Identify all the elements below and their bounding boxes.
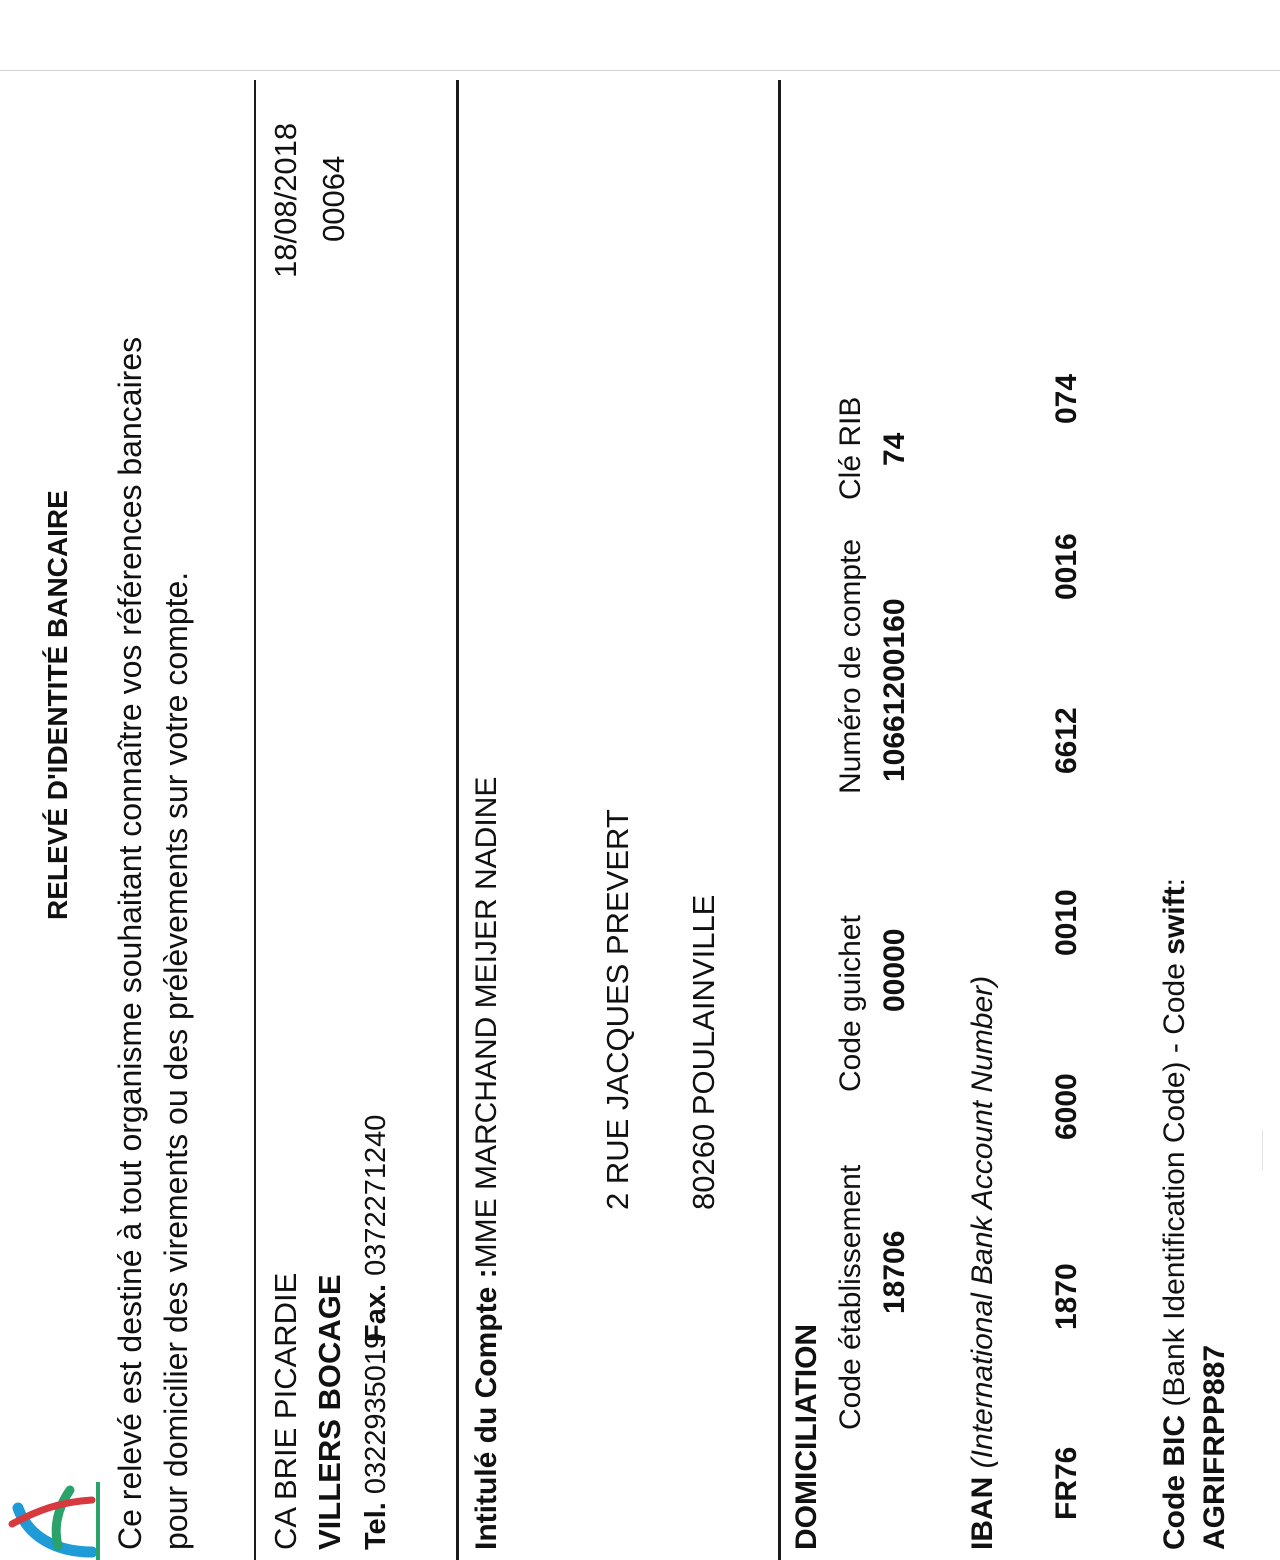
iban-group-2: 1870 xyxy=(1050,1263,1083,1330)
bic-label: BIC xyxy=(1158,1414,1191,1467)
bank-name: CA BRIE PICARDIE xyxy=(268,1272,303,1550)
divider-3 xyxy=(778,80,781,1560)
bic-code-word: Code xyxy=(1158,1475,1191,1550)
document-title: RELEVÉ D'IDENTITÉ BANCAIRE xyxy=(42,490,73,920)
iban-group-7: 074 xyxy=(1050,373,1083,424)
address-line-2: 80260 POULAINVILLE xyxy=(686,894,721,1210)
account-holder-name: MME MARCHAND MEIJER NADINE xyxy=(470,776,503,1269)
bank-agency: VILLERS BOCAGE xyxy=(312,1274,347,1550)
statement-date: 18/08/2018 xyxy=(268,122,303,278)
col-value-compte: 10661200160 xyxy=(878,598,911,782)
divider-1 xyxy=(254,80,256,1560)
bic-description: (Bank Identification Code) - Code xyxy=(1158,963,1191,1407)
iban-description: (International Bank Account Number) xyxy=(966,975,999,1469)
iban-group-6: 0016 xyxy=(1050,533,1083,600)
divider-2 xyxy=(456,80,459,1560)
iban-group-1: FR76 xyxy=(1050,1446,1083,1520)
iban-label: IBAN xyxy=(966,1476,999,1550)
col-value-guichet: 00000 xyxy=(878,928,911,1012)
iban-group-4: 0010 xyxy=(1050,889,1083,956)
tel-label: Tel. xyxy=(360,1502,392,1550)
iban-group-5: 6612 xyxy=(1050,707,1083,774)
intro-line-2: pour domicilier des virements ou des prélèvements sur votre compte. xyxy=(158,571,194,1550)
col-label-etablissement: Code établissement xyxy=(834,1164,867,1430)
bic-heading xyxy=(1158,878,1192,1550)
swift-colon: : xyxy=(1158,878,1191,887)
fax-label: Fax. xyxy=(360,1283,392,1342)
bank-identity-document xyxy=(0,80,1280,1560)
bank-fax-line xyxy=(360,1115,393,1342)
bank-phone-line xyxy=(360,1333,393,1550)
account-holder-label: Intitulé du Compte : xyxy=(470,1268,503,1550)
scan-edge-line xyxy=(0,70,1280,71)
address-line-1: 2 RUE JACQUES PREVERT xyxy=(600,809,635,1210)
iban-group-3: 6000 xyxy=(1050,1073,1083,1140)
col-label-compte: Numéro de compte xyxy=(834,538,867,794)
col-label-cle-rib: Clé RIB xyxy=(834,396,867,500)
iban-heading xyxy=(966,976,1000,1550)
credit-agricole-logo-icon xyxy=(0,1480,100,1560)
account-holder-line xyxy=(470,777,504,1550)
fax-number: 0372271240 xyxy=(360,1114,392,1276)
bic-code: AGRIFRPP887 xyxy=(1198,1344,1231,1550)
tel-number: 0322935019 xyxy=(360,1332,392,1495)
swift-label: swift xyxy=(1158,886,1191,955)
domiciliation-heading: DOMICILIATION xyxy=(790,1323,823,1550)
col-value-cle-rib: 74 xyxy=(878,432,911,466)
col-value-etablissement: 18706 xyxy=(878,1230,911,1314)
col-label-guichet: Code guichet xyxy=(834,915,867,1092)
statement-number: 00064 xyxy=(316,155,351,242)
intro-line-1: Ce relevé est destiné à tout organisme souhaitant connaître vos références bancaires xyxy=(112,336,148,1550)
